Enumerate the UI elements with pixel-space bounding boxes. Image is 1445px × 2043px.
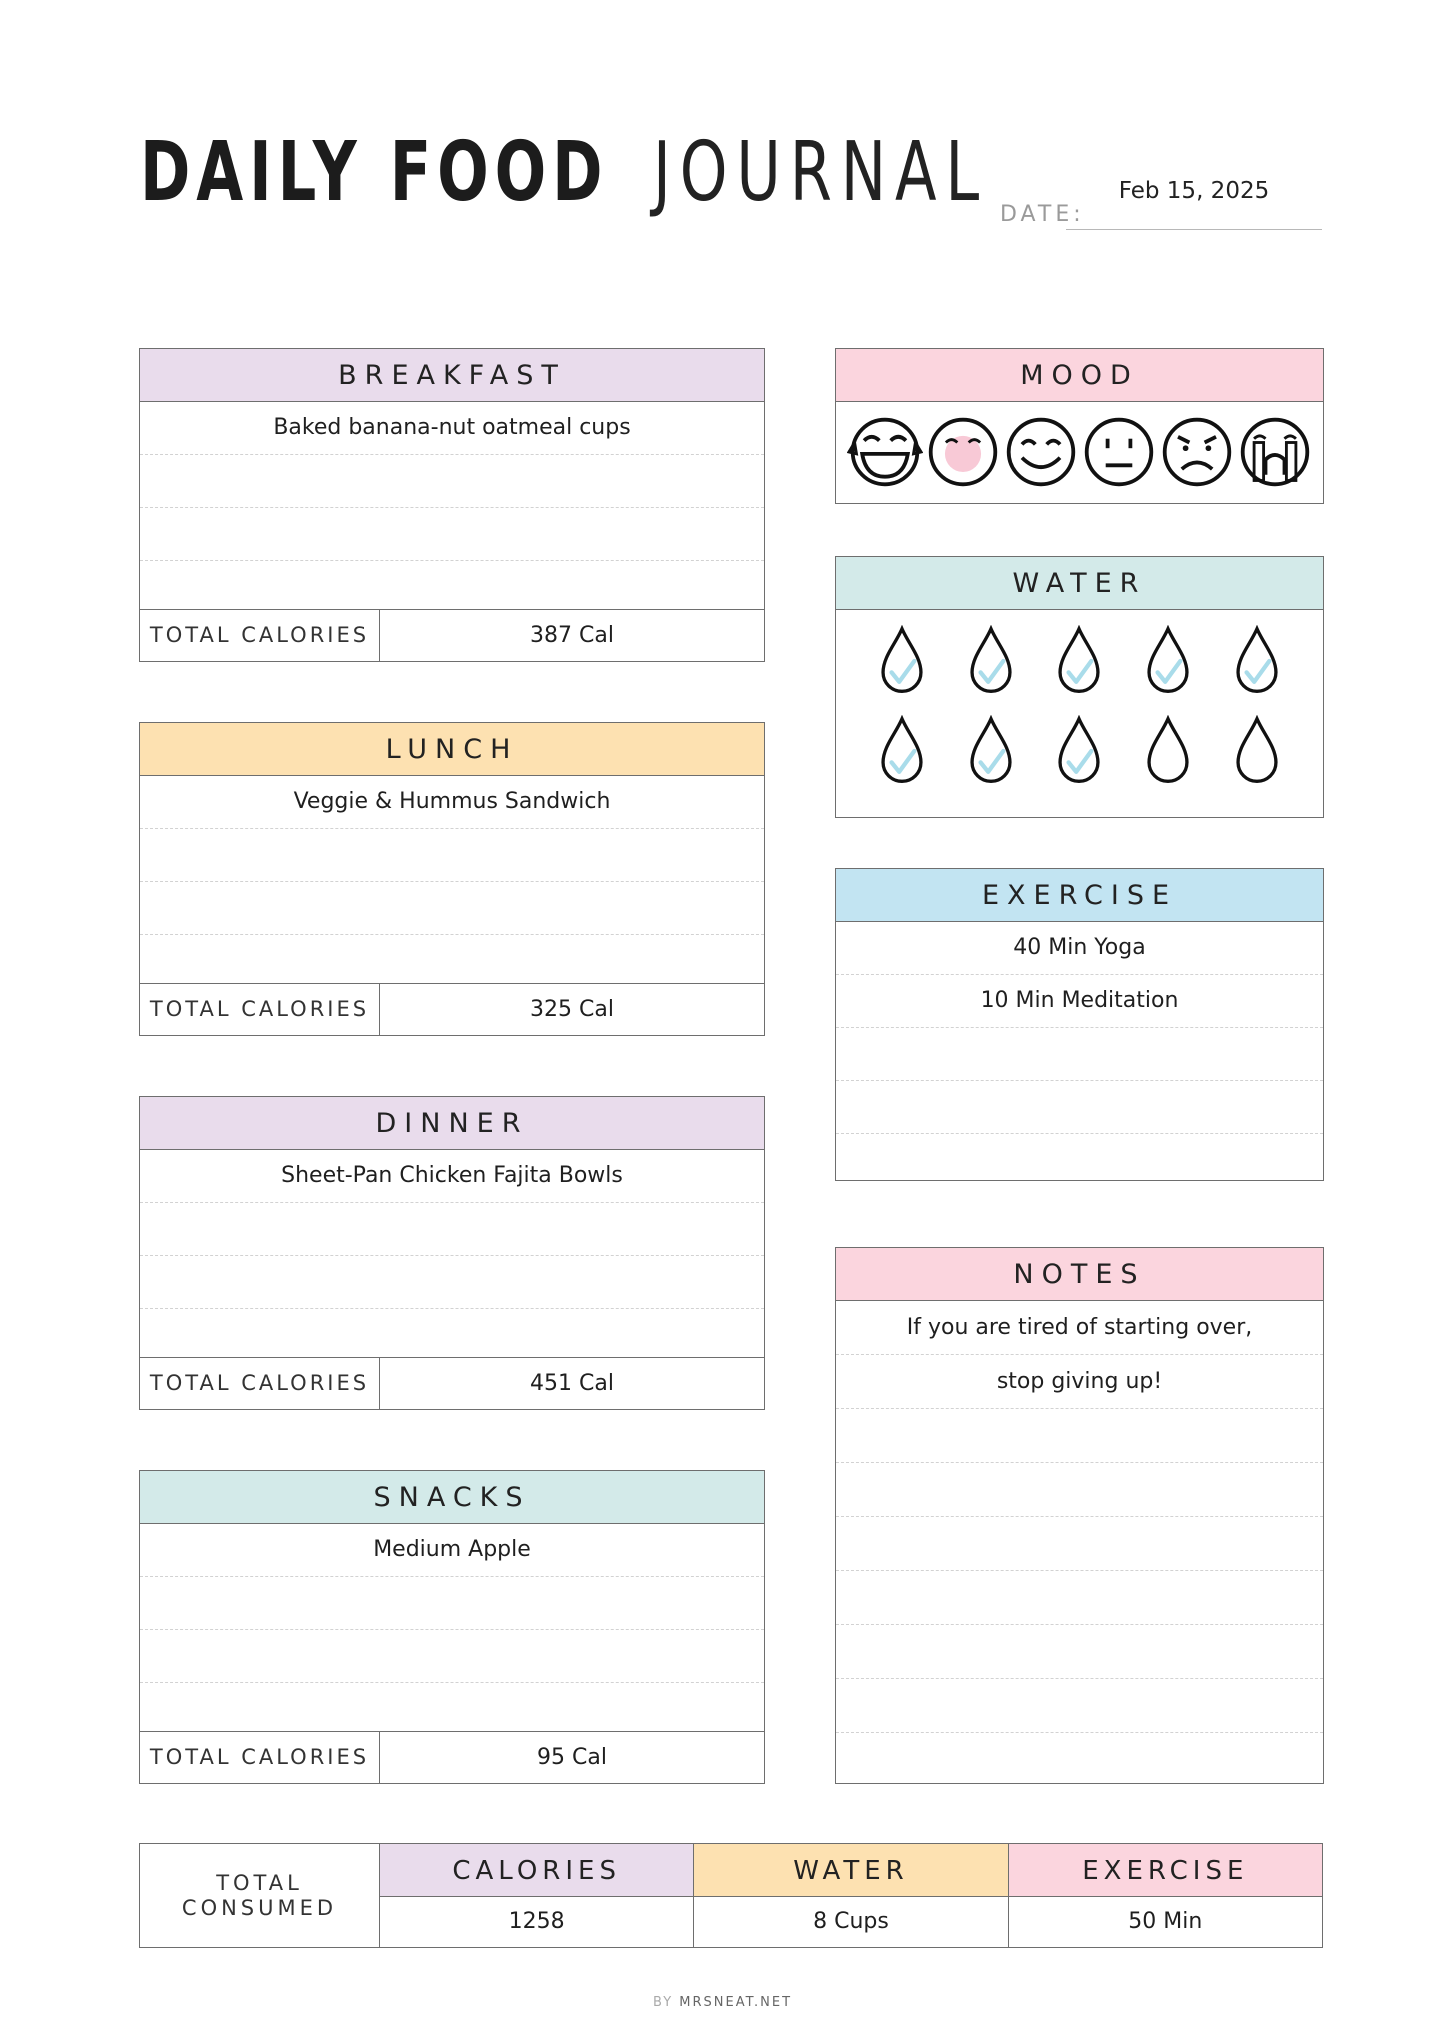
total-exercise-header: EXERCISE xyxy=(1009,1844,1322,1897)
water-drop-icon[interactable] xyxy=(1233,715,1281,787)
dinner-line[interactable] xyxy=(140,1203,764,1256)
notes-lines xyxy=(836,1301,1323,1786)
dinner-calories-row xyxy=(140,1357,764,1409)
exercise-line[interactable] xyxy=(836,1081,1323,1134)
snacks-lines xyxy=(140,1524,764,1735)
water-box xyxy=(835,556,1324,818)
total-water-column xyxy=(694,1844,1008,1947)
water-drop-checked-icon[interactable] xyxy=(1055,625,1103,697)
water-drop-checked-icon[interactable] xyxy=(1055,715,1103,787)
dinner-line[interactable] xyxy=(140,1309,764,1361)
notes-line[interactable]: If you are tired of starting over, xyxy=(836,1301,1323,1355)
exercise-line[interactable]: 10 Min Meditation xyxy=(836,975,1323,1028)
snacks-line[interactable] xyxy=(140,1630,764,1683)
total-exercise-value[interactable]: 50 Min xyxy=(1128,1909,1203,1934)
date-label: DATE: xyxy=(1000,202,1085,227)
total-water-value[interactable]: 8 Cups xyxy=(813,1909,889,1934)
dinner-line[interactable] xyxy=(140,1256,764,1309)
total-calories-label: TOTAL CALORIES xyxy=(140,984,380,1035)
exercise-line[interactable] xyxy=(836,1134,1323,1186)
breakfast-line[interactable] xyxy=(140,561,764,613)
mood-faces xyxy=(836,401,1323,503)
exercise-lines xyxy=(836,922,1323,1186)
total-calories-label: TOTAL CALORIES xyxy=(140,1732,380,1783)
crying-face-icon[interactable] xyxy=(1237,414,1313,490)
lunch-line[interactable]: Veggie & Hummus Sandwich xyxy=(140,776,764,829)
water-drop-checked-icon[interactable] xyxy=(967,715,1015,787)
total-calories-column xyxy=(380,1844,694,1947)
total-calories-label: TOTAL CALORIES xyxy=(140,1358,380,1409)
total-consumed-label xyxy=(140,1844,380,1947)
footer-site[interactable]: MRSNEAT.NET xyxy=(679,1995,793,2010)
dinner-lines xyxy=(140,1150,764,1361)
dinner-header: DINNER xyxy=(140,1097,764,1150)
title-light: JOURNAL xyxy=(652,125,989,220)
neutral-face-icon[interactable] xyxy=(1081,414,1157,490)
total-calories-label: TOTAL CALORIES xyxy=(140,610,380,661)
breakfast-calories-row xyxy=(140,609,764,661)
footer-credit xyxy=(0,1995,1445,2010)
notes-line[interactable] xyxy=(836,1571,1323,1625)
snacks-line[interactable] xyxy=(140,1577,764,1630)
mood-header: MOOD xyxy=(836,349,1323,402)
lunch-box xyxy=(139,722,765,1036)
mood-box xyxy=(835,348,1324,504)
breakfast-calories-value[interactable]: 387 Cal xyxy=(530,623,614,648)
total-water-header: WATER xyxy=(694,1844,1007,1897)
title-bold: DAILY FOOD xyxy=(140,125,609,220)
total-label-line1: TOTAL xyxy=(216,1870,303,1895)
dinner-calories-value[interactable]: 451 Cal xyxy=(530,1371,614,1396)
breakfast-lines xyxy=(140,402,764,613)
date-field[interactable]: Feb 15, 2025 xyxy=(1118,178,1270,204)
water-drop-checked-icon[interactable] xyxy=(878,625,926,697)
notes-line[interactable] xyxy=(836,1625,1323,1679)
water-drop-checked-icon[interactable] xyxy=(878,715,926,787)
water-drop-checked-icon[interactable] xyxy=(1144,625,1192,697)
dinner-box xyxy=(139,1096,765,1410)
totals-table xyxy=(139,1843,1323,1948)
notes-line[interactable] xyxy=(836,1679,1323,1733)
exercise-line[interactable]: 40 Min Yoga xyxy=(836,922,1323,975)
lunch-line[interactable] xyxy=(140,829,764,882)
dinner-line[interactable]: Sheet-Pan Chicken Fajita Bowls xyxy=(140,1150,764,1203)
breakfast-line[interactable] xyxy=(140,508,764,561)
exercise-line[interactable] xyxy=(836,1028,1323,1081)
notes-box xyxy=(835,1247,1324,1784)
snacks-line[interactable]: Medium Apple xyxy=(140,1524,764,1577)
laughing-face-icon[interactable] xyxy=(847,414,923,490)
lunch-header: LUNCH xyxy=(140,723,764,776)
total-calories-header: CALORIES xyxy=(380,1844,693,1897)
notes-line[interactable] xyxy=(836,1409,1323,1463)
water-drop-icon[interactable] xyxy=(1144,715,1192,787)
breakfast-line[interactable] xyxy=(140,455,764,508)
snacks-calories-value[interactable]: 95 Cal xyxy=(537,1745,607,1770)
water-drop-checked-icon[interactable] xyxy=(967,625,1015,697)
total-calories-value[interactable]: 1258 xyxy=(508,1909,565,1934)
pink-marked-face-icon[interactable] xyxy=(925,414,1001,490)
breakfast-box xyxy=(139,348,765,662)
footer-by: BY xyxy=(652,1995,674,2010)
lunch-calories-row xyxy=(140,983,764,1035)
notes-header: NOTES xyxy=(836,1248,1323,1301)
notes-line[interactable]: stop giving up! xyxy=(836,1355,1323,1409)
water-header: WATER xyxy=(836,557,1323,610)
sad-face-icon[interactable] xyxy=(1159,414,1235,490)
snacks-calories-row xyxy=(140,1731,764,1783)
water-drop-checked-icon[interactable] xyxy=(1233,625,1281,697)
exercise-header: EXERCISE xyxy=(836,869,1323,922)
notes-line[interactable] xyxy=(836,1733,1323,1786)
snacks-box xyxy=(139,1470,765,1784)
snacks-line[interactable] xyxy=(140,1683,764,1735)
total-label-line2: CONSUMED xyxy=(181,1895,338,1920)
page-title xyxy=(140,118,1106,228)
exercise-box xyxy=(835,868,1324,1181)
date-underline xyxy=(1066,229,1322,230)
lunch-lines xyxy=(140,776,764,987)
notes-line[interactable] xyxy=(836,1517,1323,1571)
smiling-face-icon[interactable] xyxy=(1003,414,1079,490)
notes-line[interactable] xyxy=(836,1463,1323,1517)
water-grid xyxy=(858,625,1301,787)
snacks-header: SNACKS xyxy=(140,1471,764,1524)
lunch-line[interactable] xyxy=(140,935,764,987)
lunch-line[interactable] xyxy=(140,882,764,935)
lunch-calories-value[interactable]: 325 Cal xyxy=(530,997,614,1022)
breakfast-line[interactable]: Baked banana-nut oatmeal cups xyxy=(140,402,764,455)
total-exercise-column xyxy=(1009,1844,1322,1947)
breakfast-header: BREAKFAST xyxy=(140,349,764,402)
